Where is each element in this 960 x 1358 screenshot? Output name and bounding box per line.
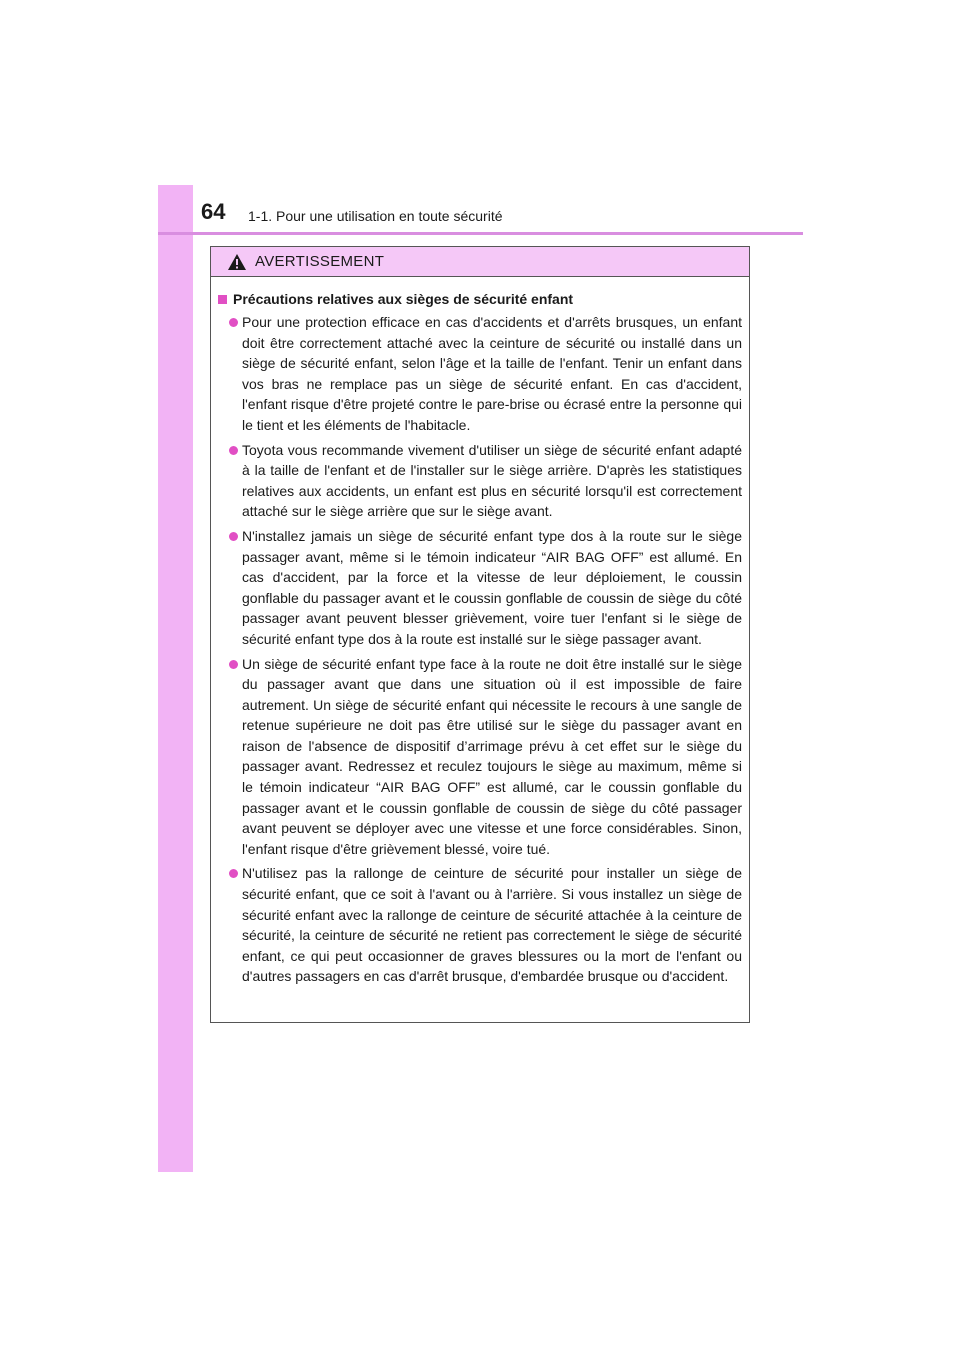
circle-bullet-icon: [229, 869, 238, 878]
circle-bullet-icon: [229, 446, 238, 455]
list-item: [218, 526, 742, 650]
bullet-text: N'installez jamais un siège de sécurité enfant type dos à la route sur le siège passager avant, même si le témoin indicateur “AIR BAG OFF” est allumé. En cas d'accident, par la force et la vitesse de leur déploiement, le coussin gonflable du passager avant et le coussin gonflable de coussin de siège du côté passager avant peuvent blesser grièvement, voire tuer l'enfant si le siège de sécurité enfant type dos à la route est installé sur le siège passager avant.: [242, 527, 742, 647]
header-divider: [158, 232, 803, 235]
circle-bullet-icon: [229, 532, 238, 541]
warning-header: [211, 247, 749, 277]
warning-body: [211, 277, 749, 987]
bullet-text: Pour une protection efficace en cas d'accidents et d'arrêts brusques, un enfant doit être correctement attaché avec la ceinture de sécurité ou installé dans un siège de sécurité enfant, selon l'âge et la taille de l'enfant. Tenir un enfant dans vos bras ne remplace pas un siège de sécurité enfant. En cas d'accident, l'enfant risque d'être projeté contre le pare-brise ou écrasé entre la personne qui le tient et les éléments de l'habitacle.: [242, 314, 742, 433]
list-item: [218, 654, 742, 860]
list-item: [218, 440, 742, 522]
bullet-text: N'utilisez pas la rallonge de ceinture de sécurité pour installer un siège de sécurité enfant, que ce soit à l'avant ou à l'arrière. Si vous installez un siège de sécurité enfant avec la rallonge de ceinture de sécurité attachée à la ceinture de sécurité, la ceinture de sécurité ne retient pas correctement le siège de sécurité enfant, ce qui peut occasionner de graves blessures ou la mort de l'enfant ou d'autres passagers en cas d'arrêt brusque, d'embardée brusque ou d'accident.: [242, 865, 742, 985]
list-item: [218, 312, 742, 436]
bullet-text: Un siège de sécurité enfant type face à la route ne doit être installé sur le siège du passager avant que dans une situation où il est impossible de faire autrement. Un siège de sécurité enfant qui nécessite le recours à une sangle de retenue supérieure ne doit pas être utilisé sur le siège du passager avant en raison de l'absence de dispositif d’arrimage prévu à cet effet sur le siège du passager avant. Redressez et reculez toujours le siège au maximum, même si le témoin indicateur “AIR BAG OFF” est allumé, car le coussin gonflable du passager avant et le coussin gonflable de coussin de siège du côté passager avant peuvent se déployer avec une vitesse et une force considérables. Sinon, l'enfant risque d'être grièvement blessé, voire tué.: [242, 655, 742, 857]
square-bullet-icon: [218, 295, 227, 304]
chapter-side-tab: [158, 185, 193, 1172]
section-title: 1-1. Pour une utilisation en toute sécurité: [248, 208, 503, 224]
subheading-text: Précautions relatives aux sièges de sécurité enfant: [233, 291, 574, 307]
list-item: [218, 863, 742, 987]
warning-box: [210, 246, 750, 1023]
warning-subheading: [218, 289, 742, 309]
circle-bullet-icon: [229, 660, 238, 669]
page-number: 64: [201, 199, 226, 224]
bullet-text: Toyota vous recommande vivement d'utiliser un siège de sécurité enfant adapté à la taille de l'enfant et de l'installer sur le siège arrière. D'après les statistiques relatives aux accidents, un enfant est plus en sécurité lorsqu'il est correctement attaché sur le siège arrière que sur le siège avant.: [242, 441, 742, 520]
warning-title: AVERTISSEMENT: [255, 253, 385, 270]
circle-bullet-icon: [229, 318, 238, 327]
warning-bullet-list: [218, 312, 742, 987]
warning-triangle-icon: [227, 253, 247, 271]
